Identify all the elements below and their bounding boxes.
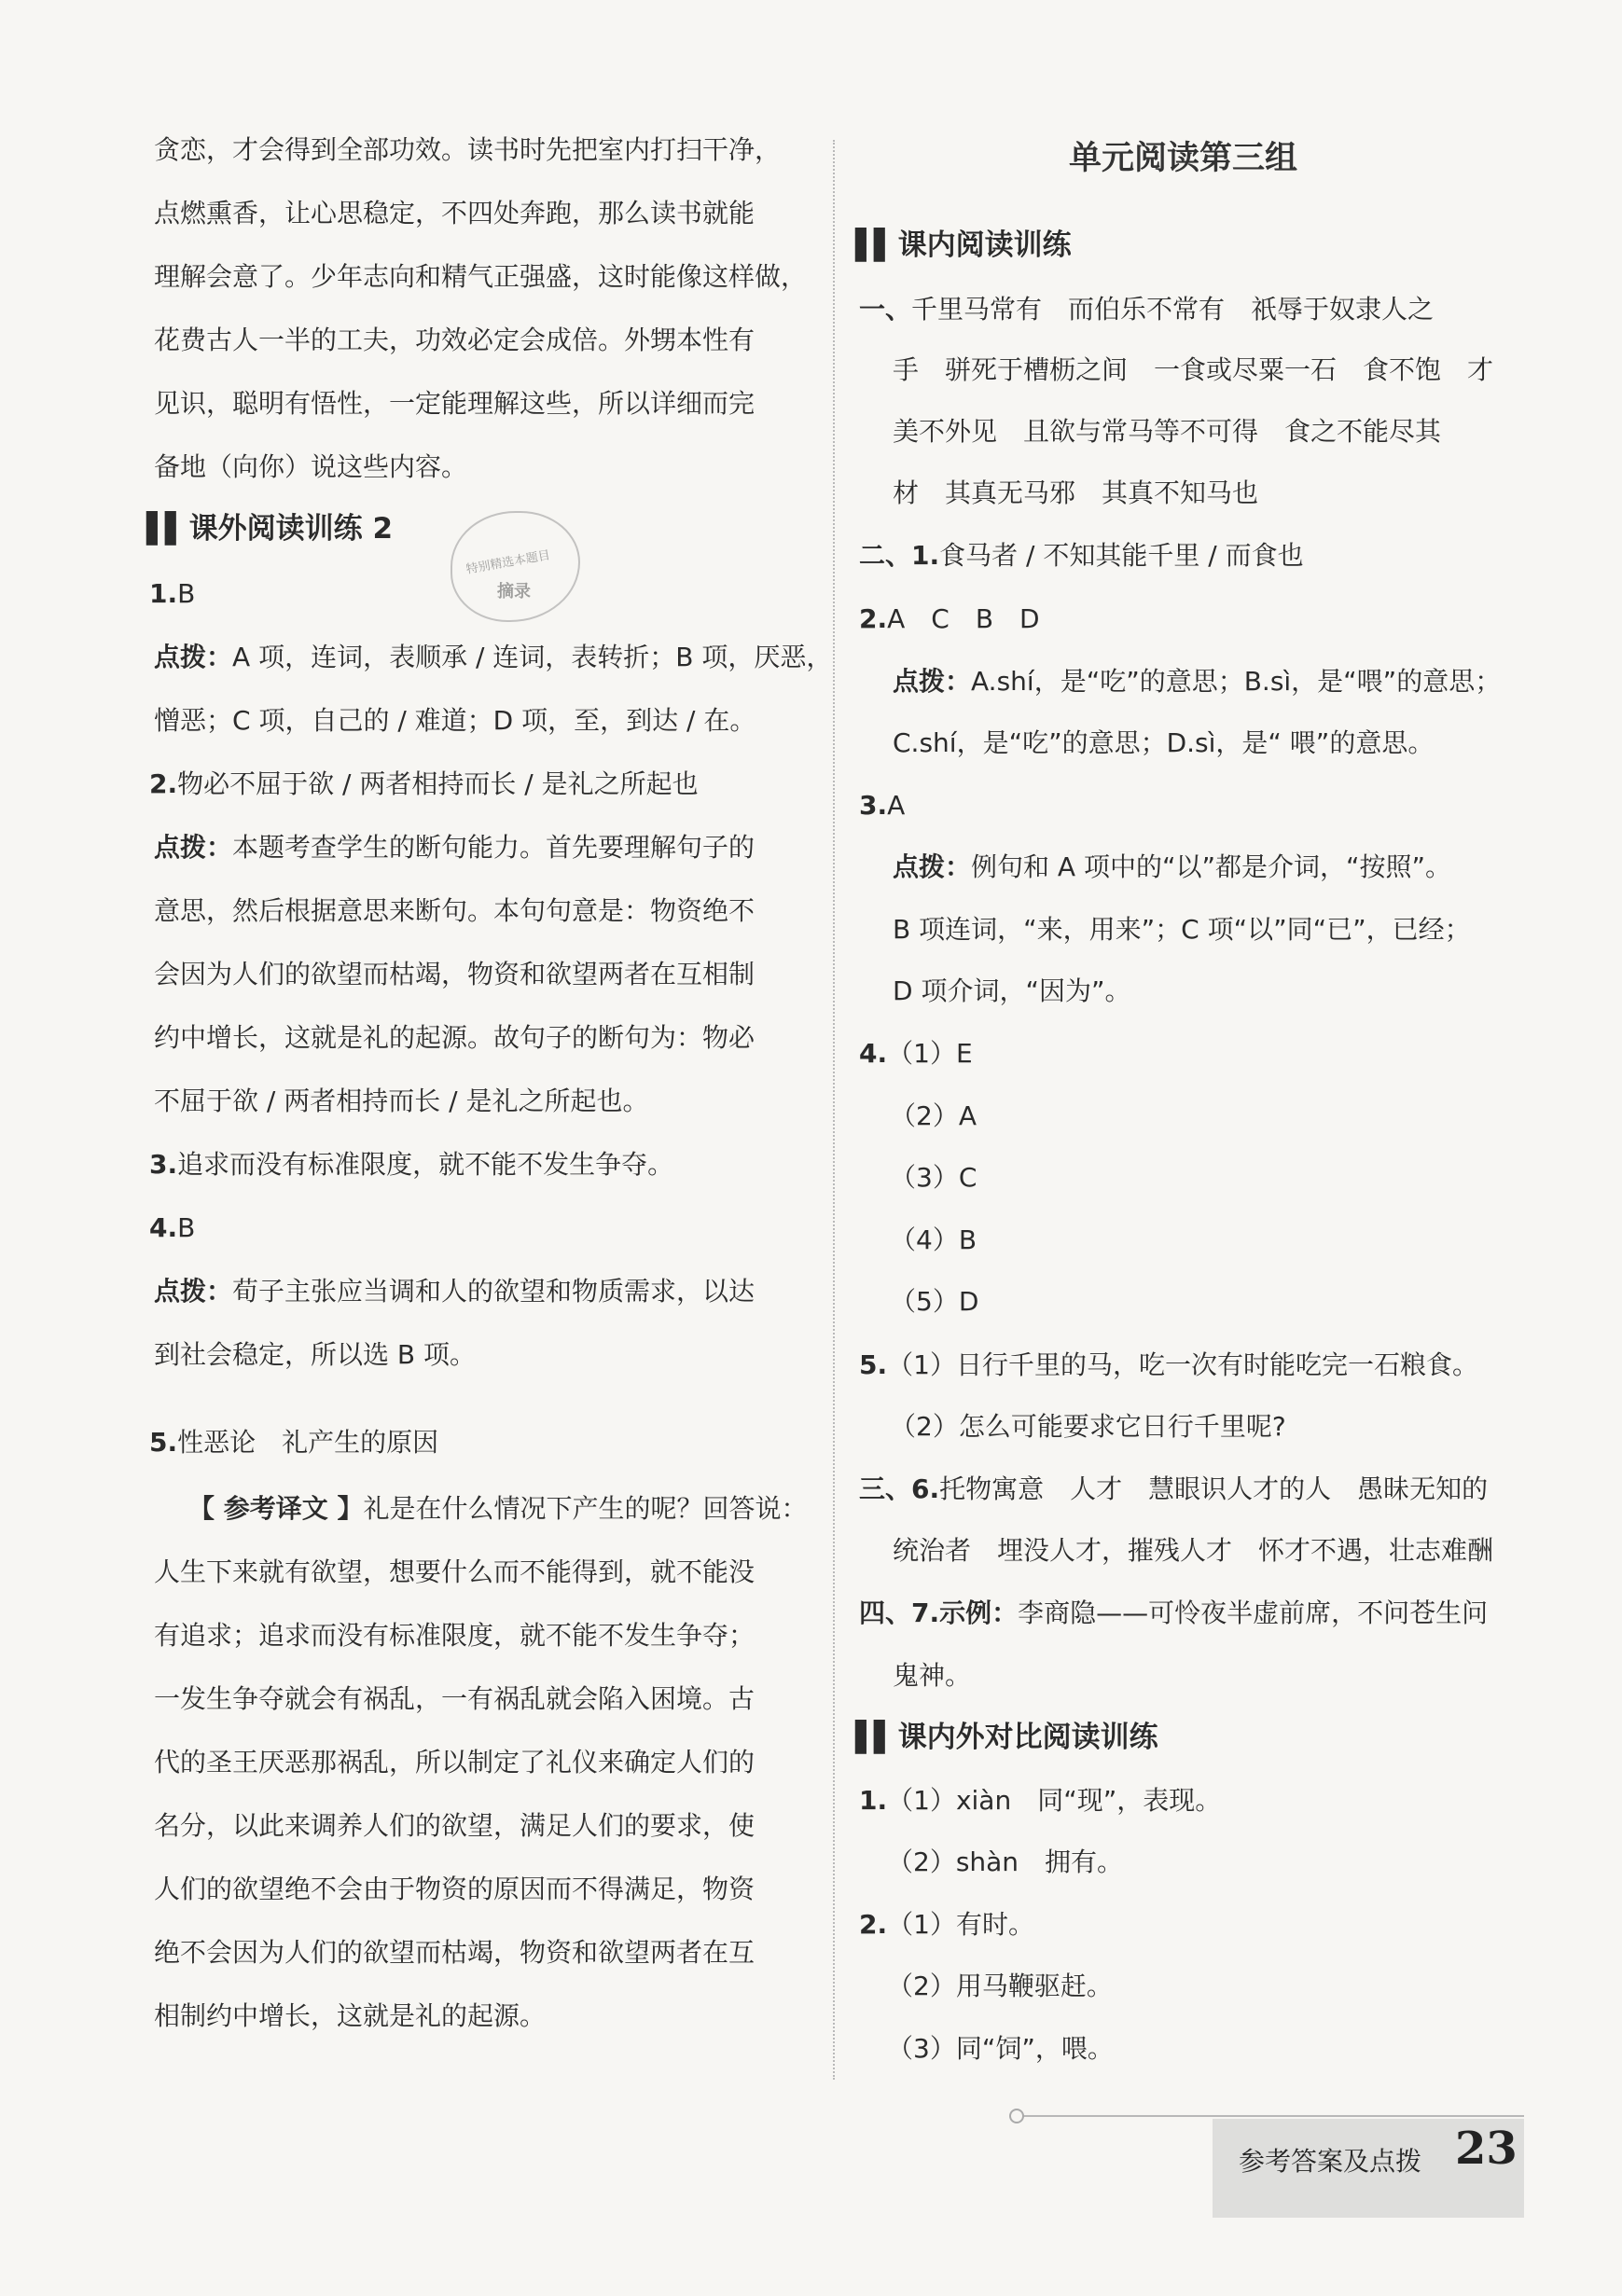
footer-label: 参考答案及点拨 — [1239, 2146, 1422, 2177]
part-3-line: 统治者 埋没人才，摧残人才 怀才不遇，壮志难酬 — [893, 1535, 1494, 1566]
part-1-line: 一、千里马常有 而伯乐不常有 祇辱于奴隶人之 — [859, 294, 1435, 325]
answer-line: （2）怎么可能要求它日行千里呢? — [890, 1411, 1286, 1442]
translation-line: 绝不会因为人们的欲望而枯竭，物资和欲望两者在互 — [154, 1937, 756, 1968]
translation-line: 人生下来就有欲望，想要什么而不能得到，就不能没 — [154, 1556, 756, 1587]
page-number: 23 — [1455, 2123, 1518, 2175]
question-3: 3.追求而没有标准限度，就不能不发生争夺。 — [149, 1149, 674, 1180]
tip-q1-line: 点拨：A 项，连词，表顺承 / 连词，表转折；B 项，厌恶， — [154, 642, 833, 672]
tip-line: 意思，然后根据意思来断句。本句句意是：物资绝不 — [154, 895, 756, 926]
text-line: 花费古人一半的工夫，功效必定会成倍。外甥本性有 — [154, 325, 756, 355]
footer-rule — [1020, 2115, 1524, 2117]
tip-line: 会因为人们的欲望而枯竭，物资和欲望两者在互相制 — [154, 959, 756, 989]
text-line: 备地（向你）说这些内容。 — [154, 451, 468, 482]
question-1: 1.B — [149, 578, 196, 609]
answer-line: （5）D — [890, 1286, 979, 1317]
answer-line: （2）用马鞭驱赶。 — [887, 1971, 1113, 2001]
answer-line: （2）shàn 拥有。 — [887, 1846, 1124, 1877]
text-line: 点燃熏香，让心思稳定，不四处奔跑，那么读书就能 — [154, 198, 756, 228]
section-title-comparison: ▌▌ 课内外对比阅读训练 — [855, 1721, 1158, 1754]
part-1-line: 美不外见 且欲与常马等不可得 食之不能尽其 — [893, 416, 1442, 447]
translation-line: 【 参考译文 】礼是在什么情况下产生的呢？回答说： — [188, 1493, 808, 1524]
translation-line: 代的圣王厌恶那祸乱，所以制定了礼仪来确定人们的 — [154, 1747, 756, 1777]
part-1-line: 手 骈死于槽枥之间 一食或尽粟一石 食不饱 才 — [893, 354, 1494, 385]
translation-line: 名分，以此来调养人们的欲望，满足人们的要求，使 — [154, 1810, 756, 1841]
answer-line: （2）A — [890, 1100, 977, 1131]
tip-line: B 项连词，“来，用来”；C 项“以”同“已”，已经； — [893, 914, 1471, 945]
part-4-line: 四、7.示例：李商隐——可怜夜半虚前席，不问苍生问 — [859, 1598, 1489, 1628]
tip-line: D 项介词，“因为”。 — [893, 975, 1131, 1006]
section-title-extracurricular: ▌▌ 课外阅读训练 2 — [146, 512, 394, 546]
question-2: 2.A C B D — [859, 603, 1040, 634]
answer-line: （3）同“饲”，喂。 — [887, 2033, 1114, 2064]
footer-dot — [1009, 2109, 1024, 2123]
translation-line: 一发生争夺就会有祸乱，一有祸乱就会陷入困境。古 — [154, 1683, 756, 1714]
answer-line: （4）B — [890, 1224, 977, 1255]
translation-line: 人们的欲望绝不会由于物资的原因而不得满足，物资 — [154, 1874, 756, 1904]
answer-line: （3）C — [890, 1162, 977, 1193]
c-question-2: 2.（1）有时。 — [859, 1909, 1034, 1940]
tip-line: C.shí，是“吃”的意思；D.sì，是“ 喂”的意思。 — [893, 727, 1435, 758]
stamp-image: 特别精选本题目 摘录 — [451, 511, 580, 622]
question-4: 4.B — [149, 1212, 196, 1243]
translation-line: 有追求；追求而没有标准限度，就不能不发生争夺； — [154, 1620, 756, 1651]
text-line: 理解会意了。少年志向和精气正强盛，这时能像这样做， — [154, 261, 808, 292]
translation-line: 相制约中增长，这就是礼的起源。 — [154, 2000, 547, 2031]
tip-line: 憎恶；C 项，自己的 / 难道；D 项，至，到达 / 在。 — [154, 705, 756, 736]
part-2-q1: 二、1.食马者 / 不知其能千里 / 而食也 — [859, 540, 1304, 571]
tip-q3-line: 点拨：例句和 A 项中的“以”都是介词，“按照”。 — [893, 851, 1451, 882]
part-1-line: 材 其真无马邪 其真不知马也 — [893, 477, 1259, 508]
part-3-line: 三、6.托物寓意 人才 慧眼识人才的人 愚昧无知的 — [859, 1473, 1489, 1504]
tip-line: 不屈于欲 / 两者相持而长 / 是礼之所起也。 — [154, 1086, 649, 1116]
tip-line: 约中增长，这就是礼的起源。故句子的断句为：物必 — [154, 1022, 756, 1053]
part-4-line: 鬼神。 — [893, 1660, 972, 1691]
tip-q2-line: 点拨：A.shí，是“吃”的意思；B.sì，是“喂”的意思； — [893, 666, 1502, 697]
text-line: 贪恋，才会得到全部功效。读书时先把室内打扫干净， — [154, 134, 782, 165]
tip-q4-line: 点拨：荀子主张应当调和人的欲望和物质需求，以达 — [154, 1276, 756, 1307]
question-5: 5.性恶论 礼产生的原因 — [149, 1427, 439, 1458]
tip-q2-line: 点拨：本题考查学生的断句能力。首先要理解句子的 — [154, 832, 756, 863]
tip-line: 到社会稳定，所以选 B 项。 — [154, 1339, 477, 1370]
question-4: 4.（1）E — [859, 1038, 973, 1069]
section-title-in-class: ▌▌ 课内阅读训练 — [855, 228, 1072, 262]
c-question-1: 1.（1）xiàn 同“现”，表现。 — [859, 1785, 1222, 1816]
question-5: 5.（1）日行千里的马，吃一次有时能吃完一石粮食。 — [859, 1349, 1478, 1380]
text-line: 见识，聪明有悟性，一定能理解这些，所以详细而完 — [154, 388, 756, 419]
question-3: 3.A — [859, 790, 906, 821]
column-divider — [833, 140, 835, 2080]
page-title: 单元阅读第三组 — [1069, 140, 1298, 177]
question-2: 2.物必不屈于欲 / 两者相持而长 / 是礼之所起也 — [149, 768, 699, 799]
